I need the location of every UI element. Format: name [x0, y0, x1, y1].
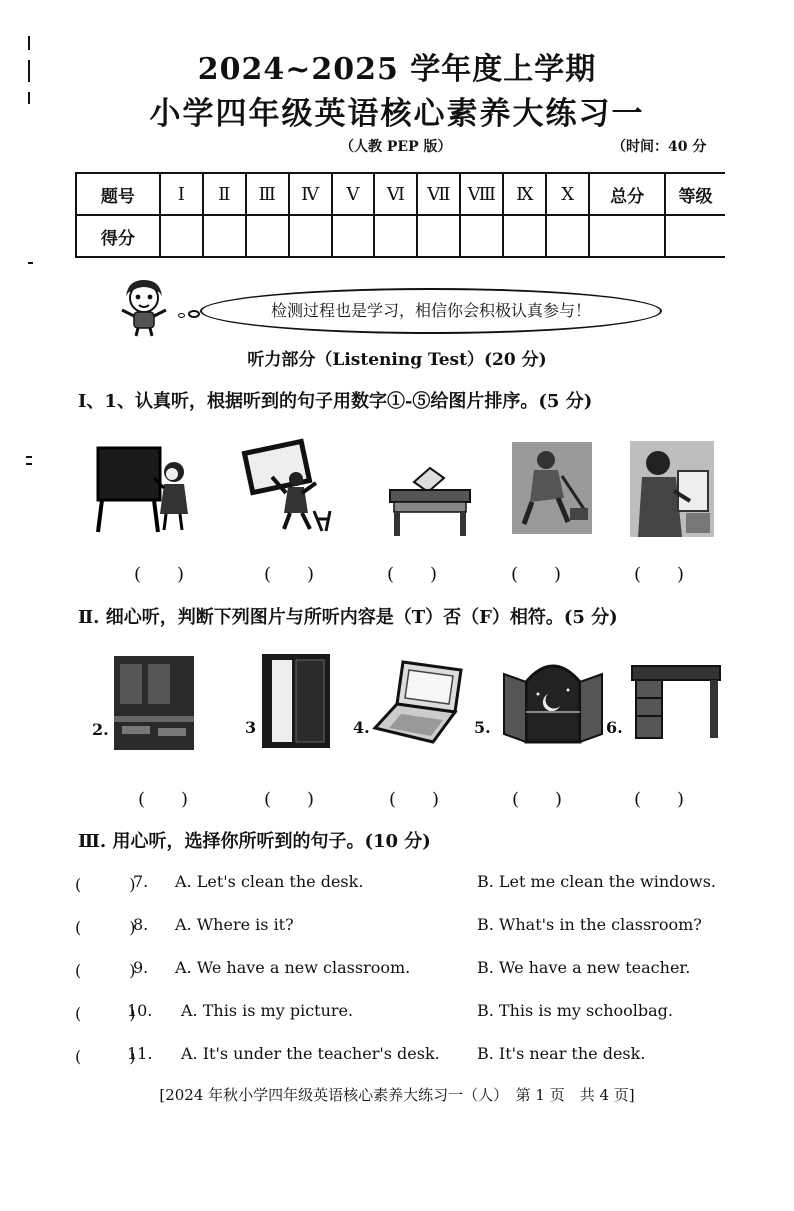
score-cell[interactable]: [503, 215, 546, 257]
score-cell[interactable]: [246, 215, 289, 257]
score-cell[interactable]: [417, 215, 460, 257]
question-number: 7.: [133, 872, 149, 891]
question-row: [75, 958, 735, 986]
answer-blank[interactable]: ( ): [264, 564, 315, 585]
answer-blank[interactable]: ( ): [75, 918, 136, 937]
score-cell[interactable]: [289, 215, 332, 257]
column-header: Ⅵ: [374, 173, 417, 215]
score-table-header-row: [76, 173, 725, 215]
edition-label: （人教 PEP 版）: [340, 139, 452, 155]
option-a: A. This is my picture.: [181, 1001, 354, 1020]
score-cell[interactable]: [160, 215, 203, 257]
column-header: Ⅴ: [332, 173, 375, 215]
column-header: Ⅱ: [203, 173, 246, 215]
answer-blank[interactable]: ( ): [75, 1047, 136, 1066]
time-label: （时间：40 分: [612, 139, 707, 155]
score-cell[interactable]: [332, 215, 375, 257]
item-number: 6.: [606, 718, 623, 737]
option-a: A. We have a new classroom.: [175, 958, 411, 977]
answer-blank[interactable]: ( ): [634, 789, 685, 810]
blackboard-picture: [94, 442, 194, 534]
question-number: 8.: [133, 915, 149, 934]
answer-blank[interactable]: ( ): [134, 564, 185, 585]
binding-mark: [26, 456, 32, 458]
answer-blank[interactable]: ( ): [264, 789, 315, 810]
grade-label: 等级: [665, 173, 725, 215]
answer-blank[interactable]: ( ): [138, 789, 189, 810]
question-number: 10.: [127, 1001, 153, 1020]
option-b: B. This is my schoolbag.: [477, 1001, 673, 1020]
bubble-tail: [188, 310, 200, 318]
column-header: Ⅰ: [160, 173, 203, 215]
computer-picture: [371, 656, 467, 748]
option-a: A. It's under the teacher's desk.: [181, 1044, 440, 1063]
item-number: 5.: [474, 718, 491, 737]
column-header: Ⅸ: [503, 173, 546, 215]
score-cell[interactable]: [546, 215, 589, 257]
exam-title: 小学四年级英语核心素养大练习一: [149, 96, 645, 132]
answer-blank[interactable]: ( ): [512, 789, 563, 810]
option-b: B. It's near the desk.: [477, 1044, 646, 1063]
question-row: [75, 872, 735, 900]
option-a: A. Let's clean the desk.: [175, 872, 364, 891]
classroom-picture: [114, 656, 194, 750]
option-a: A. Where is it?: [175, 915, 294, 934]
section2-heading: Ⅱ. 细心听，判断下列图片与所听内容是（T）否（F）相符。(5 分): [78, 607, 618, 628]
column-header: Ⅷ: [460, 173, 503, 215]
section3-heading: Ⅲ. 用心听，选择你所听到的句子。(10 分): [78, 831, 431, 852]
question-number: 9.: [133, 958, 149, 977]
score-table: [75, 172, 725, 258]
grade-cell[interactable]: [665, 215, 725, 257]
column-header: Ⅳ: [289, 173, 332, 215]
answer-blank[interactable]: ( ): [634, 564, 685, 585]
desk-book-picture: [384, 452, 476, 538]
painting-picture: [236, 433, 336, 533]
score-row-label: 得分: [76, 215, 160, 257]
answer-blank[interactable]: ( ): [75, 1004, 136, 1023]
section1-heading: Ⅰ、1、认真听，根据听到的句子用数字①-⑤给图片排序。(5 分): [78, 391, 593, 412]
item-number: 2.: [92, 720, 109, 739]
option-b: B. We have a new teacher.: [477, 958, 691, 977]
binding-mark: [28, 262, 33, 264]
window-picture: [500, 654, 606, 746]
sweeping-picture: [512, 442, 592, 534]
question-row: [75, 1044, 735, 1072]
page-footer: [2024 年秋小学四年级英语核心素养大练习一（人） 第 1 页 共 4 页]: [159, 1086, 635, 1104]
score-table-score-row: [76, 215, 725, 257]
answer-blank[interactable]: ( ): [75, 875, 136, 894]
score-cell[interactable]: [203, 215, 246, 257]
column-header: Ⅶ: [417, 173, 460, 215]
cartoon-student-icon: [112, 276, 172, 338]
binding-mark: [26, 463, 32, 465]
item-number: 3: [245, 718, 257, 737]
option-b: B. Let me clean the windows.: [477, 872, 717, 891]
answer-blank[interactable]: ( ): [511, 564, 562, 585]
question-row: [75, 1001, 735, 1029]
answer-blank[interactable]: ( ): [75, 961, 136, 980]
total-score-label: 总分: [589, 173, 665, 215]
question-row: [75, 915, 735, 943]
exam-title-year: 2024~2025 学年度上学期: [197, 52, 597, 87]
answer-blank[interactable]: ( ): [387, 564, 438, 585]
column-header: Ⅲ: [246, 173, 289, 215]
option-b: B. What's in the classroom?: [477, 915, 702, 934]
listening-section-title: 听力部分（Listening Test）(20 分): [247, 350, 547, 370]
total-score-cell[interactable]: [589, 215, 665, 257]
bubble-tail-small: [178, 313, 185, 318]
cleaning-picture: [630, 441, 714, 537]
question-number-label: 题号: [76, 173, 160, 215]
answer-blank[interactable]: ( ): [389, 789, 440, 810]
item-number: 4.: [353, 718, 370, 737]
question-number: 11.: [127, 1044, 153, 1063]
teachers-desk-picture: [630, 660, 722, 742]
column-header: Ⅹ: [546, 173, 589, 215]
score-cell[interactable]: [460, 215, 503, 257]
encouragement-bubble: 检测过程也是学习，相信你会积极认真参与！: [200, 288, 662, 334]
score-cell[interactable]: [374, 215, 417, 257]
door-picture: [258, 652, 334, 750]
